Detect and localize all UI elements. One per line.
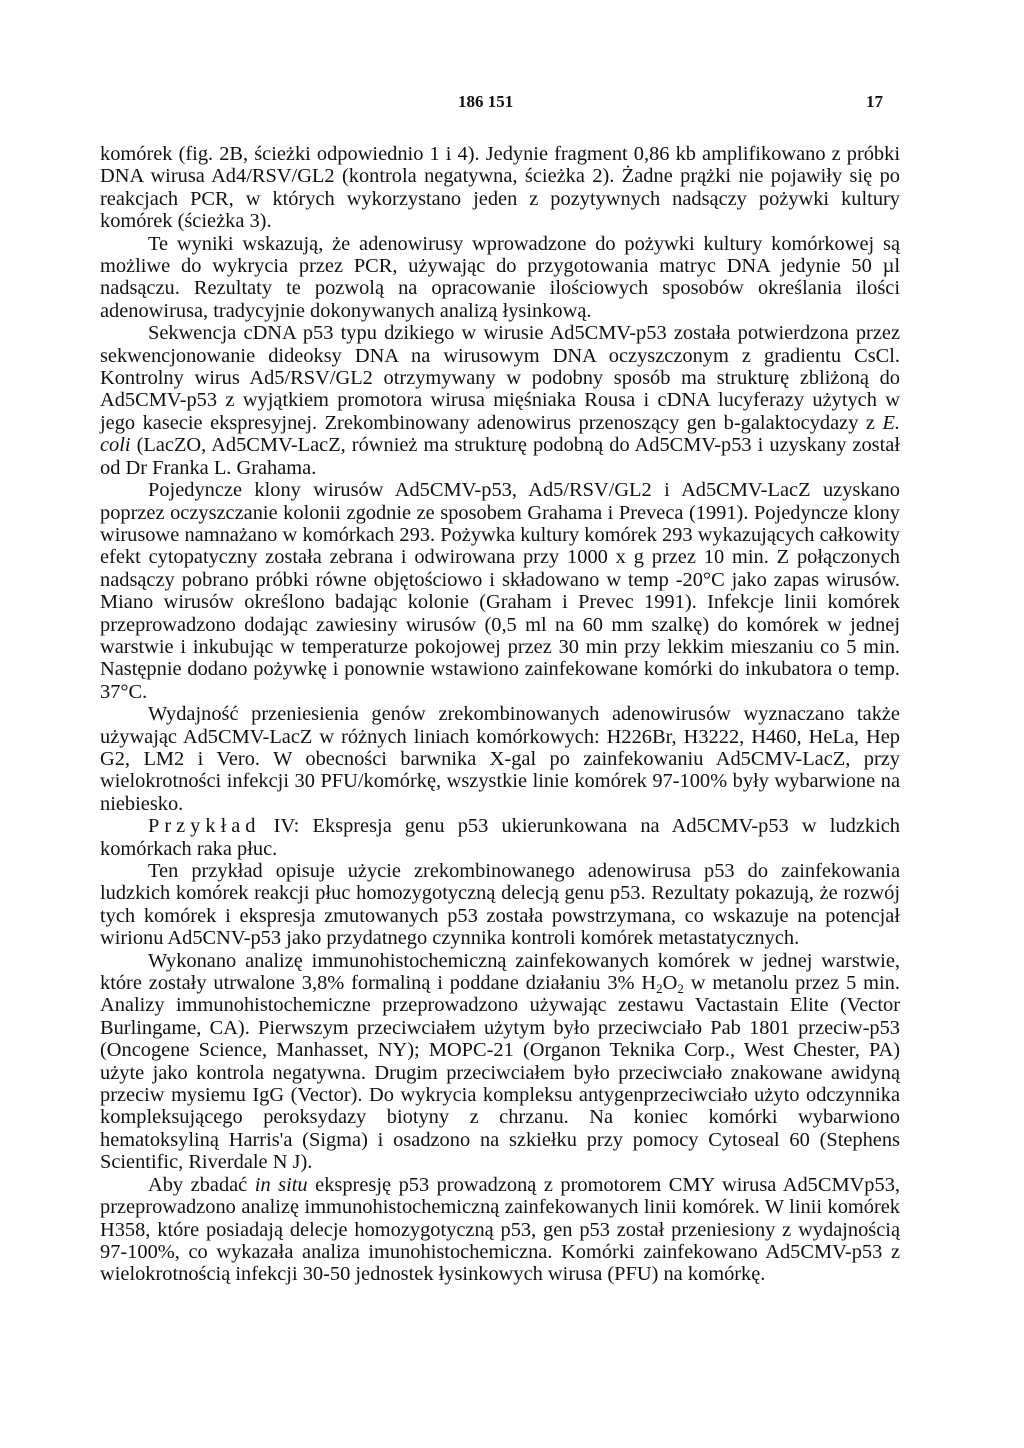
formula-o: O: [662, 972, 678, 995]
paragraph-9-head: Aby zbadać: [148, 1173, 248, 1196]
paragraph-9: [100, 1174, 900, 1286]
formula-h: H: [641, 972, 657, 995]
paragraph-3: [100, 322, 900, 479]
paragraph-8: [100, 950, 900, 1174]
paragraph-4: Pojedyncze klony wirusów Ad5CMV-p53, Ad5/RSV/GL2 i Ad5CMV-LacZ uzyskano poprzez oczyszczanie kolonii zgodnie ze sposobem Grahama i Preveca (1991). Pojedyncze klony wirusowe namnażano w komórkach 293. Pożywka kultury komórek 293 wykazujących całkowity efekt cytopatyczny została zebrana i odwirowana przy 1000 x g przez 10 min. Z połączonych nadsączy pobrano próbki równe objętościowo i składowano w temp -20°C jako zapas wirusów. Miano wirusów określono badając kolonie (Graham i Prevec 1991). Infekcje linii komórek przeprowadzono dodając zawiesiny wirusów (0,5 ml na 60 mm szalkę) do komórek w jednej warstwie i inkubując w temperaturze pokojowej przez 30 min przy lekkim mieszaniu co 5 min. Następnie dodano pożywkę i ponownie wstawiono zainfekowane komórki do inkubatora o temp. 37°C.: [100, 479, 900, 703]
paragraph-1: komórek (fig. 2B, ścieżki odpowiednio 1 i 4). Jedynie fragment 0,86 kb amplifikowano z próbki DNA wirusa Ad4/RSV/GL2 (kontrola negatywna, ścieżka 2). Żadne prążki nie pojawiły się po reakcjach PCR, w których wykorzystano jeden z pozytywnych nadsączy pożywki kultury komórek (ścieżka 3).: [100, 143, 900, 233]
example-heading: [100, 815, 900, 860]
patent-number: 186 151: [458, 92, 514, 111]
paragraph-7: Ten przykład opisuje użycie zrekombinowanego adenowirusa p53 do zainfekowania ludzkich komórek reakcji płuc homozygotyczną delecją genu p53. Rezultaty pokazują, że rozwój tych komórek i ekspresja zmutowanych p53 została powstrzymana, co wskazuje na potencjał wirionu Ad5CNV-p53 jako przydatnego czynnika kontroli komórek metastatycznych.: [100, 860, 900, 950]
species-name: E. coli: [100, 411, 900, 457]
paragraph-3-text: Sekwencja cDNA p53 typu dzikiego w wirusie Ad5CMV-p53 została potwierdzona przez sekwencjonowanie dideoksy DNA na wirusowym DNA oczyszczonym z gradientu CsCl. Kontrolny wirus Ad5/RSV/GL2 otrzymywany w podobny sposób ma strukturę zbliżoną do Ad5CMV-p53 z wyjątkiem promotora wirusa mięśniaka Rousa i cDNA lucyferazy użytych w jego kasecie ekspresyjnej. Zrekombinowany adenowirus przenoszący gen b-galaktocydazy z: [100, 322, 900, 434]
paragraph-3-tail: (LacZO, Ad5CMV-LacZ, również ma strukturę podobną do Ad5CMV-p53 i uzyskany został od Dr Franka L. Grahama.: [100, 434, 900, 479]
page-number: 17: [866, 92, 883, 111]
example-title: IV: Ekspresja genu p53 ukierunkowana na Ad5CMV-p53 w ludzkich komórkach raka płuc.: [100, 815, 900, 860]
body-text: [100, 143, 900, 1286]
formula-sub-1: 2: [656, 981, 663, 997]
in-situ: in situ: [254, 1173, 308, 1196]
example-label: Przykład: [148, 815, 261, 838]
paragraph-8-tail: w metanolu przez 5 min. Analizy immunohistochemiczne przeprowadzono używając zestawu Vactastain Elite (Vector Burlingame, CA). Pierwszym przeciwciałem użytym było przeciwciało Pab 1801 przeciw-p53 (Oncogene Science, Manhasset, NY); MOPC-21 (Organon Teknika Corp., West Chester, PA) użyte jako kontrola negatywna. Drugim przeciwciałem było przeciwciało znakowane awidyną przeciw mysiemu IgG (Vector). Do wykrycia kompleksu antygenprzeciwciało użyto odczynnika kompleksującego peroksydazy biotyny z chrzanu. Na koniec komórki wybarwiono hematoksyliną Harris'a (Sigma) i osadzono na szkiełku przy pomocy Cytoseal 60 (Stephens Scientific, Riverdale N J).: [100, 972, 900, 1174]
paragraph-9-tail: ekspresję p53 prowadzoną z promotorem CMY wirusa Ad5CMVp53, przeprowadzono analizę immunohistochemiczną zainfekowanych linii komórek. W linii komórek H358, które posiadają delecje homozygotyczną p53, gen p53 został przeniesiony z wydajnością 97-100%, co wykazała analiza imunohistochemiczna. Komórki zainfekowano Ad5CMV-p53 z wielokrotnością infekcji 30-50 jednostek łysinkowych wirusa (PFU) na komórkę.: [100, 1173, 900, 1286]
paragraph-8-head: Wykonano analizę immunohistochemiczną zainfekowanych komórek w jednej warstwie, które zostały utrwalone 3,8% formaliną i poddane działaniu 3%: [100, 949, 900, 995]
h2o2-formula: [641, 972, 684, 997]
paragraph-2: Te wyniki wskazują, że adenowirusy wprowadzone do pożywki kultury komórkowej są możliwe do wykrycia przez PCR, używając do przygotowania matryc DNA jedynie 50 µl nadsączu. Rezultaty te pozwolą na opracowanie ilościowych sposobów określania ilości adenowirusa, tradycyjnie dokonywanych analizą łysinkową.: [100, 232, 900, 322]
paragraph-5: Wydajność przeniesienia genów zrekombinowanych adenowirusów wyznaczano także używając Ad5CMV-LacZ w różnych liniach komórkowych: H226Br, H3222, H460, HeLa, Hep G2, LM2 i Vero. W obecności barwnika X-gal po zainfekowaniu Ad5CMV-LacZ, przy wielokrotności infekcji 30 PFU/komórkę, wszystkie linie komórek 97-100% były wybarwione na niebiesko.: [100, 703, 900, 815]
formula-sub-2: 2: [677, 981, 684, 997]
